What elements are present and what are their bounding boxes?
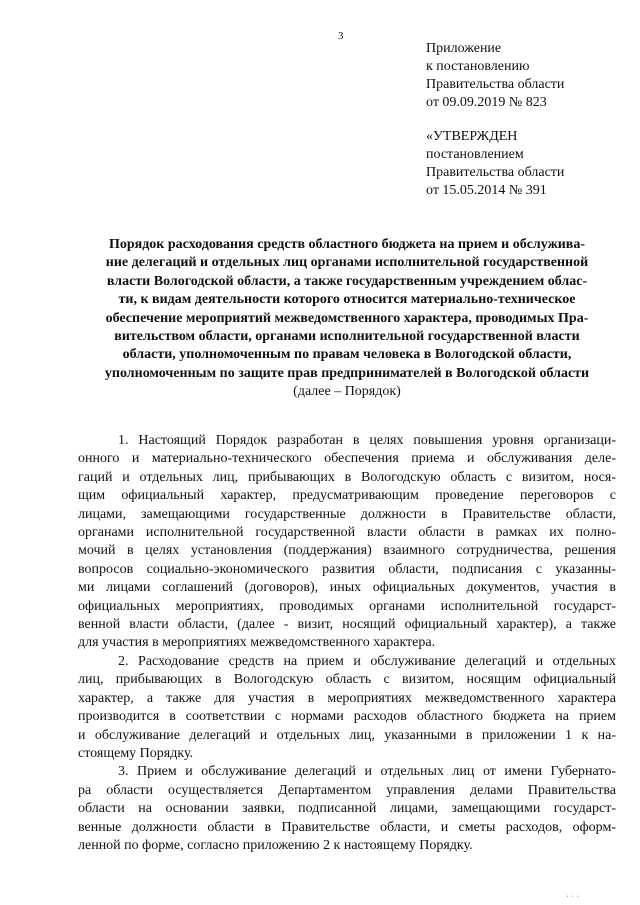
title-line: Порядок расходования средств областного бюджета на прием и обслужива- <box>108 237 586 252</box>
appendix-block <box>426 40 564 112</box>
paragraph-line: ми лицами соглашений (договоров), иных официальных документов, участия в <box>78 580 616 596</box>
paragraph-line: мочий в целях установления (поддержания) взаимного сотрудничества, решения <box>78 543 616 559</box>
page-number: 3 <box>338 30 344 42</box>
approval-line: «УТВЕРЖДЕН <box>426 129 518 144</box>
title-subtitle: (далее – Порядок) <box>293 384 401 400</box>
title-line: вительством области, органами исполнительной государственной власти <box>114 329 580 345</box>
scan-artifact: ˈ ˈ ˈ <box>566 894 580 904</box>
paragraph-line: онного и материально-технического обеспечения приема и обслуживания деле- <box>78 451 616 467</box>
paragraph-line: для участия в мероприятиях межведомственного характера. <box>78 635 436 651</box>
appendix-line: Приложение <box>426 41 502 56</box>
paragraph-line: гаций и отдельных лиц, прибывающих в Вологодскую область с визитом, нося- <box>78 469 616 485</box>
appendix-line: Правительства области <box>426 77 565 92</box>
approval-line: постановлением <box>426 147 524 162</box>
paragraph-line: стоящему Порядку. <box>78 745 194 761</box>
title-line: уполномоченным по защите прав предпринимателей в Вологодской области <box>104 365 590 381</box>
document-body <box>78 432 616 855</box>
paragraph-line: и обслуживание делегаций и отдельных лиц, указанными в приложении 1 к на- <box>78 727 616 743</box>
paragraph-line: области на основании заявки, подписанной лицами, замещающими государст- <box>78 801 616 817</box>
appendix-line: от 09.09.2019 № 823 <box>426 95 547 110</box>
paragraph-line: официальных мероприятиях, проводимых органами исполнительной государст- <box>78 598 616 614</box>
paragraph-line: венные должности области в Правительстве области, и сметы расходов, оформ- <box>78 819 616 835</box>
title-line: обеспечение мероприятий межведомственного характера, проводимых Пра- <box>105 310 589 326</box>
paragraph-line: щим официальный характер, предусматривающим проведение переговоров с <box>78 488 616 504</box>
paragraph-line: 2. Расходование средств на прием и обслуживание делегаций и отдельных <box>118 653 616 669</box>
paragraph-line: ленной по форме, согласно приложению 2 к настоящему Порядку. <box>78 837 473 853</box>
paragraph-line: лиц, прибывающих в Вологодскую область с визитом, носящим официальный <box>78 672 616 688</box>
paragraph-line: лицами, замещающими государственные должности в Правительстве области, <box>78 506 616 522</box>
paragraph-3 <box>78 763 616 855</box>
paragraph-1 <box>78 432 616 653</box>
title-line: ти, к видам деятельности которого относится материально-техническое <box>118 292 576 308</box>
paragraph-line: 3. Прием и обслуживание делегаций и отдельных лиц от имени Губернато- <box>118 764 616 780</box>
paragraph-2 <box>78 653 616 763</box>
paragraph-line: 1. Настоящий Порядок разработан в целях повышения уровня организаци- <box>118 433 616 448</box>
paragraph-line: органами исполнительной государственной власти области в рамках их полно- <box>78 525 616 541</box>
paragraph-line: венной власти области, (далее - визит, носящий официальный характер), а также <box>78 617 616 633</box>
approval-block <box>426 128 564 200</box>
approval-line: от 15.05.2014 № 391 <box>426 183 547 198</box>
paragraph-line: ра области осуществляется Департаментом управления делами Правительства <box>78 782 616 798</box>
title-line: власти Вологодской области, а также государственным учреждением облас- <box>106 273 588 289</box>
appendix-line: к постановлению <box>426 59 530 74</box>
paragraph-line: характер, а также для участия в мероприятиях межведомственного характера <box>78 690 616 706</box>
title-line: области, уполномоченным по правам человека в Вологодской области, <box>122 347 572 363</box>
document-title <box>78 236 616 402</box>
paragraph-line: производится в соответствии с нормами расходов областного бюджета на прием <box>78 709 616 725</box>
title-line: ние делегаций и отдельных лиц органами исполнительной государственной <box>105 255 589 271</box>
approval-line: Правительства области <box>426 165 565 180</box>
paragraph-line: вопросов социально-экономического развития области, подписания с указанны- <box>78 561 616 577</box>
